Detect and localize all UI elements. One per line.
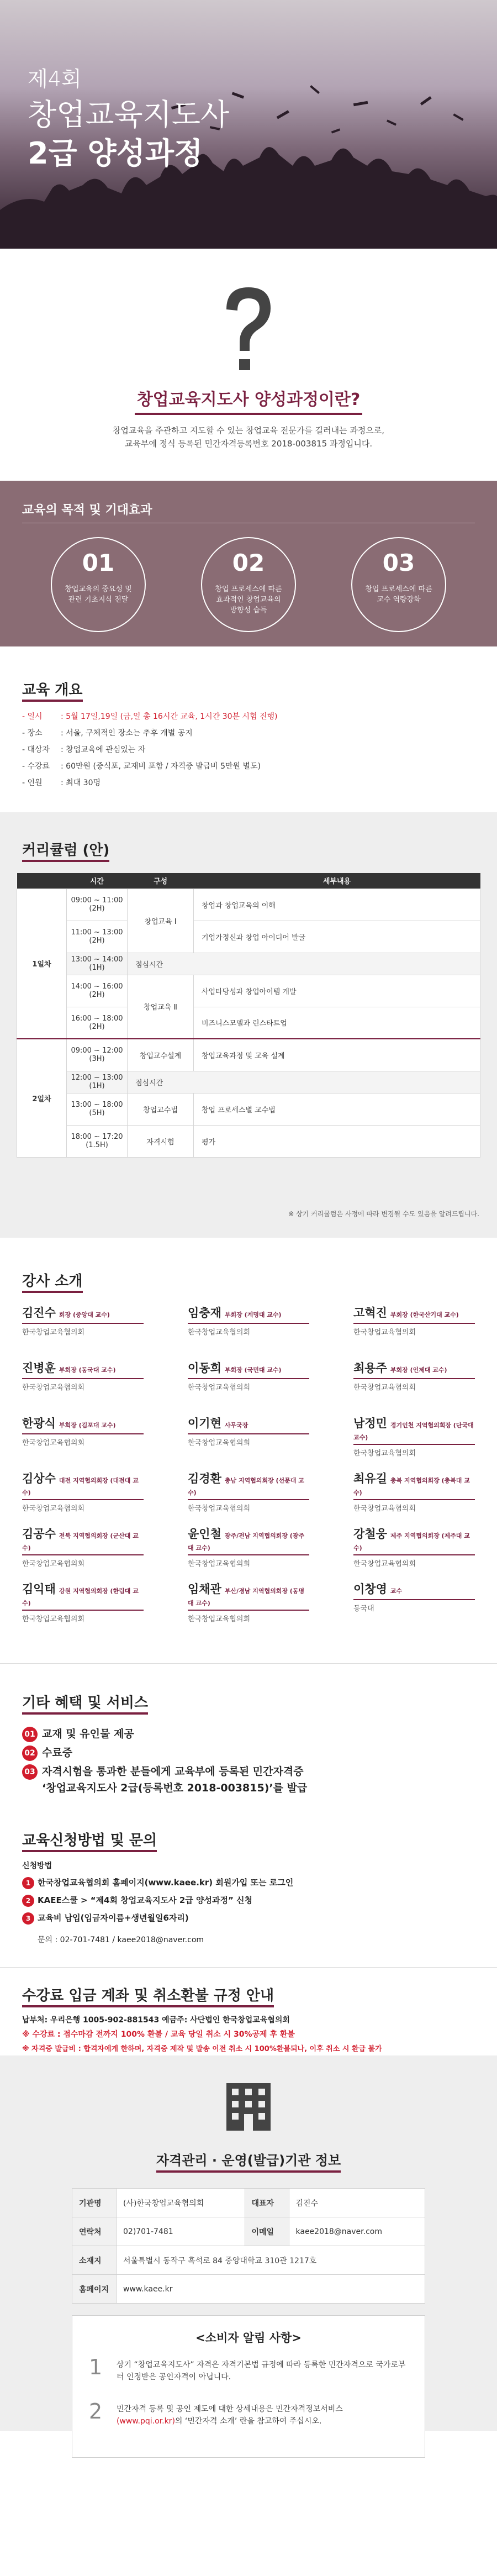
- lecturer-card: [353, 1415, 475, 1458]
- lecturer-card: [22, 1580, 144, 1623]
- lecturer-divider: [188, 1554, 309, 1555]
- lecturer-name: 남정민: [353, 1417, 387, 1430]
- fee-rule-1: ※ 수강료 : 접수마감 전까지 100% 환불 / 교육 당일 취소 시 30%공제 후 환불: [22, 2030, 295, 2039]
- intro-heading: 창업교육지도사 양성과정이란?: [0, 386, 497, 410]
- row-time: 11:00 ~ 13:00 (2H): [67, 921, 128, 953]
- pqi-link[interactable]: (www.pqi.or.kr): [117, 2417, 175, 2426]
- table-row: [17, 889, 480, 921]
- lecturers-section: [0, 1238, 497, 1663]
- group-label: 창업교수설계: [128, 1039, 194, 1071]
- row-time: 13:00 ~ 18:00 (5H): [67, 1093, 128, 1125]
- lecturer-divider: [22, 1554, 144, 1555]
- group-label: 창업교수법: [128, 1093, 194, 1125]
- lecturer-divider: [188, 1499, 309, 1500]
- lecturer-card: [188, 1359, 309, 1392]
- row-time: 09:00 ~ 12:00 (3H): [67, 1039, 128, 1071]
- table-row: [17, 1125, 480, 1157]
- row-detail: 창업과 창업교육의 이해: [194, 889, 480, 921]
- lecturer-org: 한국창업교육협의회: [353, 1384, 416, 1392]
- lecturer-name: 최용주: [353, 1361, 387, 1375]
- curriculum-table: [17, 873, 480, 1158]
- consumer-notice: [72, 2315, 425, 2458]
- hero-edition: 제4회: [28, 67, 82, 91]
- lecturer-org: 한국창업교육협의회: [22, 1505, 85, 1513]
- curriculum-header-row: [17, 873, 480, 889]
- table-row: 연락처 02)701-7481 이메일 kaee2018@naver.com: [72, 2217, 425, 2246]
- lecturer-divider: [353, 1378, 475, 1379]
- lecturer-divider: [22, 1323, 144, 1324]
- purpose-circle-2: [201, 537, 296, 632]
- benefit-item-2: 02 수료증: [22, 1744, 72, 1761]
- lecturer-card: [188, 1580, 309, 1623]
- overview-row-capacity: - 인원 : 최대 30명: [22, 779, 101, 787]
- lecturer-divider: [353, 1499, 475, 1500]
- row-detail: 기업가정신과 창업 아이디어 발굴: [194, 921, 480, 953]
- lecturer-org: 한국창업교육협의회: [188, 1560, 251, 1568]
- lecturer-divider: [22, 1378, 144, 1379]
- fee-section: [0, 1967, 497, 2055]
- table-row: 홈페이지 www.kaee.kr: [72, 2275, 425, 2304]
- lecturer-org: 한국창업교육협의회: [188, 1328, 251, 1337]
- header-time: 시간: [67, 873, 128, 889]
- lecturer-name: 김익태: [22, 1583, 56, 1596]
- purpose-num-3: 03: [382, 549, 415, 576]
- apply-subtitle: 신청방법: [22, 1862, 52, 1870]
- table-row: [17, 921, 480, 953]
- benefits-title: 기타 혜택 및 서비스: [22, 1691, 148, 1712]
- header-group: 구성: [128, 873, 194, 889]
- row-time: 14:00 ~ 16:00 (2H): [67, 975, 128, 1007]
- lecturer-role: 부회장 (인제대 교수): [390, 1366, 447, 1374]
- lecturer-card: [353, 1580, 475, 1613]
- purpose-circle-1: [51, 537, 146, 632]
- lecturer-divider: [353, 1599, 475, 1600]
- lecturer-card: [22, 1359, 144, 1392]
- lecturer-card: [188, 1525, 309, 1568]
- fee-account: 납부처: 우리은행 1005-902-881543 예금주: 사단법인 한국창업교육협의회: [22, 2016, 290, 2025]
- lecturer-card: [188, 1470, 309, 1513]
- org-info-table: [72, 2188, 425, 2304]
- lecturer-name: 고혁진: [353, 1306, 387, 1319]
- overview-row-target: - 대상자 : 창업교육에 관심있는 자: [22, 745, 146, 754]
- lecturer-name: 김상수: [22, 1472, 56, 1485]
- table-row: 기관명 (사)한국창업교육협의회 대표자 김진수: [72, 2189, 425, 2217]
- org-title: 자격관리 · 운영(발급)기관 정보: [0, 2149, 497, 2169]
- row-detail: 점심시간: [128, 953, 480, 975]
- lecturer-card: [353, 1304, 475, 1337]
- table-row: [17, 975, 480, 1007]
- lecturer-card: [188, 1304, 309, 1337]
- lecturer-card: [353, 1470, 475, 1513]
- lecturer-role: 제주 지역협의회장 (제주대 교수): [353, 1532, 470, 1552]
- row-detail: 사업타당성과 창업아이템 개발: [194, 975, 480, 1007]
- group-label: 창업교육 Ⅰ: [128, 889, 194, 953]
- apply-step-1: 1 한국창업교육협의회 홈페이지(www.kaee.kr) 회원가입 또는 로그인: [22, 1876, 293, 1889]
- lecturer-divider: [188, 1433, 309, 1434]
- lecturer-name: 최유길: [353, 1472, 387, 1485]
- lecturer-role: 회장 (중앙대 교수): [59, 1311, 110, 1318]
- group-label: 창업교육 Ⅱ: [128, 975, 194, 1039]
- lecturer-role: 부산/경남 지역협의회장 (동명대 교수): [188, 1587, 305, 1607]
- fee-title: 수강료 입금 계좌 및 취소환불 규정 안내: [22, 1984, 274, 2005]
- lecturer-name: 강철웅: [353, 1527, 387, 1541]
- notice-item-2: 2 민간자격 등록 및 공인 제도에 대한 상세내용은 민간자격정보서비스 (www.pqi.or.kr)의 ‘민간자격 소개’ 란을 참고하여 주십시오.: [89, 2399, 343, 2426]
- day2-label: 2일차: [17, 1039, 67, 1157]
- lecturer-org: 한국창업교육협의회: [22, 1439, 85, 1447]
- lecturer-name: 임충재: [188, 1306, 221, 1319]
- lecturer-card: [188, 1415, 309, 1447]
- apply-contact: 문의 : 02-701-7481 / kaee2018@naver.com: [38, 1936, 204, 1944]
- header-detail: 세부내용: [194, 873, 480, 889]
- lecturer-card: [22, 1525, 144, 1568]
- row-detail: 평가: [194, 1125, 480, 1157]
- lecturer-org: 한국창업교육협의회: [353, 1560, 416, 1568]
- overview-row-fee: - 수강료 : 60만원 (중식포, 교재비 포함 / 자격증 발급비 5만원 별도): [22, 762, 261, 771]
- purpose-num-1: 01: [82, 549, 115, 576]
- lecturer-org: 한국창업교육협의회: [22, 1560, 85, 1568]
- hero-title-line2: 2급 양성과정: [28, 136, 203, 171]
- overview-section: [0, 646, 497, 812]
- lecturer-org: 한국창업교육협의회: [188, 1384, 251, 1392]
- lecturer-divider: [188, 1378, 309, 1379]
- apply-title: 교육신청방법 및 문의: [22, 1829, 157, 1849]
- hero-banner: [0, 0, 497, 249]
- row-detail: 비즈니스모델과 린스타트업: [194, 1007, 480, 1039]
- lecturer-role: 강원 지역협의회장 (한림대 교수): [22, 1587, 139, 1607]
- row-time: 12:00 ~ 13:00 (1H): [67, 1071, 128, 1093]
- question-mark-icon: [215, 282, 282, 381]
- lecturers-title: 강사 소개: [22, 1270, 83, 1290]
- purpose-section: [0, 481, 497, 646]
- lecturer-name: 김공수: [22, 1527, 56, 1541]
- row-detail: 창업교육과정 및 교육 설계: [194, 1039, 480, 1071]
- notice-item-1: 1 상기 “창업교육지도사” 자격은 자격기본법 규정에 따라 등록한 민간자격으로 국가로부터 인정받은 공인자격이 아닙니다.: [89, 2355, 406, 2382]
- lecturer-role: 경기인천 지역협의회장 (단국대 교수): [353, 1422, 474, 1441]
- lecturer-org: 한국창업교육협의회: [22, 1384, 85, 1392]
- lecturer-role: 충북 지역협의회장 (충북대 교수): [353, 1477, 470, 1496]
- purpose-num-2: 02: [232, 549, 265, 576]
- lecturer-role: 전북 지역협의회장 (군산대 교수): [22, 1532, 139, 1552]
- lecturer-role: 부회장 (동국대 교수): [59, 1366, 116, 1374]
- lecturer-divider: [188, 1323, 309, 1324]
- purpose-title: 교육의 목적 및 기대효과: [22, 503, 152, 517]
- lecturer-org: 한국창업교육협의회: [22, 1328, 85, 1337]
- row-detail: 점심시간: [128, 1071, 480, 1093]
- lecturer-name: 이동희: [188, 1361, 221, 1375]
- benefit-item-3-line2: ‘창업교육지도사 2급(등록번호 2018-003815)’를 발급: [42, 1782, 308, 1794]
- row-time: 16:00 ~ 18:00 (2H): [67, 1007, 128, 1039]
- curriculum-note: ※ 상기 커리큘럼은 사정에 따라 변경될 수도 있음을 알려드립니다.: [288, 1210, 479, 1218]
- lecturer-card: [22, 1415, 144, 1447]
- lecturer-role: 부회장 (한국산기대 교수): [390, 1311, 459, 1318]
- lecturer-org: 한국창업교육협의회: [353, 1449, 416, 1458]
- table-row: 소재지 서울특별시 동작구 흑석로 84 중앙대학교 310관 1217호: [72, 2246, 425, 2275]
- lecturer-role: 광주/전남 지역협의회장 (광주대 교수): [188, 1532, 305, 1552]
- row-detail: 창업 프로세스별 교수법: [194, 1093, 480, 1125]
- benefits-section: [0, 1663, 497, 1796]
- lecturer-card: [22, 1304, 144, 1337]
- lecturer-name: 임채관: [188, 1583, 221, 1596]
- lecturer-role: 부회장 (국민대 교수): [224, 1366, 282, 1374]
- lecturer-divider: [22, 1610, 144, 1611]
- purpose-circle-3: [351, 537, 446, 632]
- table-row: [17, 953, 480, 975]
- table-row: [17, 1039, 480, 1071]
- lecturer-org: 한국창업교육협의회: [188, 1505, 251, 1513]
- intro-section: [0, 249, 497, 481]
- curriculum-title: 커리큘럼 (안): [22, 839, 109, 859]
- table-row: [17, 1093, 480, 1125]
- lecturer-divider: [353, 1444, 475, 1445]
- lecturer-divider: [22, 1499, 144, 1500]
- row-time: 13:00 ~ 14:00 (1H): [67, 953, 128, 975]
- apply-step-2: 2 KAEE스쿨 > “제4회 창업교육지도사 2급 양성과정” 신청: [22, 1894, 252, 1907]
- lecturer-org: 한국창업교육협의회: [188, 1615, 251, 1623]
- homepage-link[interactable]: www.kaee.kr: [117, 2275, 425, 2304]
- apply-step-3: 3 교육비 납입(입금자이름+생년월일6자리): [22, 1912, 189, 1925]
- lecturer-name: 한광식: [22, 1417, 56, 1430]
- intro-desc-1: 창업교육을 주관하고 지도할 수 있는 창업교육 전문가를 길러내는 과정으로,: [112, 425, 385, 435]
- group-label: 자격시험: [128, 1125, 194, 1157]
- fee-rule-2: ※ 자격증 발급비 : 합격자에게 한하며, 자격증 제작 및 발송 이전 취소 시 100%환불되나, 이후 취소 시 환급 불가: [22, 2045, 382, 2053]
- lecturer-role: 교수: [390, 1587, 403, 1595]
- lecturer-org: 한국창업교육협의회: [22, 1615, 85, 1623]
- purpose-text-2: 창업 프로세스에 따른 효과적인 창업교육의 방향성 습득: [215, 585, 282, 614]
- lecturer-card: [353, 1525, 475, 1568]
- lecturer-org: 한국창업교육협의회: [188, 1439, 251, 1447]
- lecturer-role: 충남 지역협의회장 (선문대 교수): [188, 1477, 304, 1496]
- lecturer-name: 이기현: [188, 1417, 221, 1430]
- curriculum-section: [0, 812, 497, 1238]
- lecturer-divider: [188, 1610, 309, 1611]
- lecturer-divider: [22, 1433, 144, 1434]
- lecturer-card: [353, 1359, 475, 1392]
- table-row: [17, 1071, 480, 1093]
- row-time: 09:00 ~ 11:00 (2H): [67, 889, 128, 921]
- benefit-item-1: 01 교재 및 유인물 제공: [22, 1726, 134, 1742]
- lecturer-role: 부회장 (계명대 교수): [224, 1311, 282, 1318]
- org-info-section: [0, 2055, 497, 2431]
- lecturer-org: 한국창업교육협의회: [353, 1505, 416, 1513]
- table-row: [17, 1007, 480, 1039]
- apply-section: [0, 1812, 497, 1956]
- purpose-text-3: 창업 프로세스에 따른 교수 역량강화: [365, 585, 432, 604]
- overview-title: 교육 개요: [22, 679, 83, 699]
- hero-title-line1: 창업교육지도사: [28, 97, 230, 132]
- lecturer-role: 사무국장: [224, 1422, 248, 1429]
- lecturer-card: [22, 1470, 144, 1513]
- lecturer-org: 한국창업교육협의회: [353, 1328, 416, 1337]
- lecturer-name: 윤인철: [188, 1527, 221, 1541]
- lecturer-org: 동국대: [353, 1605, 374, 1613]
- overview-row-place: - 장소 : 서울, 구체적인 장소는 추후 개별 공지: [22, 729, 193, 738]
- lecturer-name: 진병훈: [22, 1361, 56, 1375]
- lecturer-name: 김진수: [22, 1306, 56, 1319]
- lecturer-role: 부회장 (김포대 교수): [59, 1422, 116, 1429]
- lecturer-role: 대전 지역협의회장 (대전대 교수): [22, 1477, 139, 1496]
- lecturer-name: 이창영: [353, 1583, 387, 1596]
- overview-row-date: - 일시 : 5월 17일,19일 (금,일 총 16시간 교육, 1시간 30분 시험 진행): [22, 712, 278, 721]
- row-time: 18:00 ~ 17:20 (1.5H): [67, 1125, 128, 1157]
- intro-desc-2: 교육부에 정식 등록된 민간자격등록번호 2018-003815 과정입니다.: [124, 439, 373, 449]
- lecturer-divider: [353, 1323, 475, 1324]
- lecturer-divider: [353, 1554, 475, 1555]
- building-icon: [221, 2078, 276, 2133]
- benefit-item-3: 03 자격시험을 통과한 분들에게 교육부에 등록된 민간자격증: [22, 1763, 304, 1780]
- lecturer-name: 김경환: [188, 1472, 221, 1485]
- notice-title: <소비자 알림 사항>: [195, 2331, 302, 2344]
- day1-label: 1일차: [17, 889, 67, 1039]
- purpose-text-1: 창업교육의 중요성 및 관련 기초지식 전달: [65, 585, 132, 604]
